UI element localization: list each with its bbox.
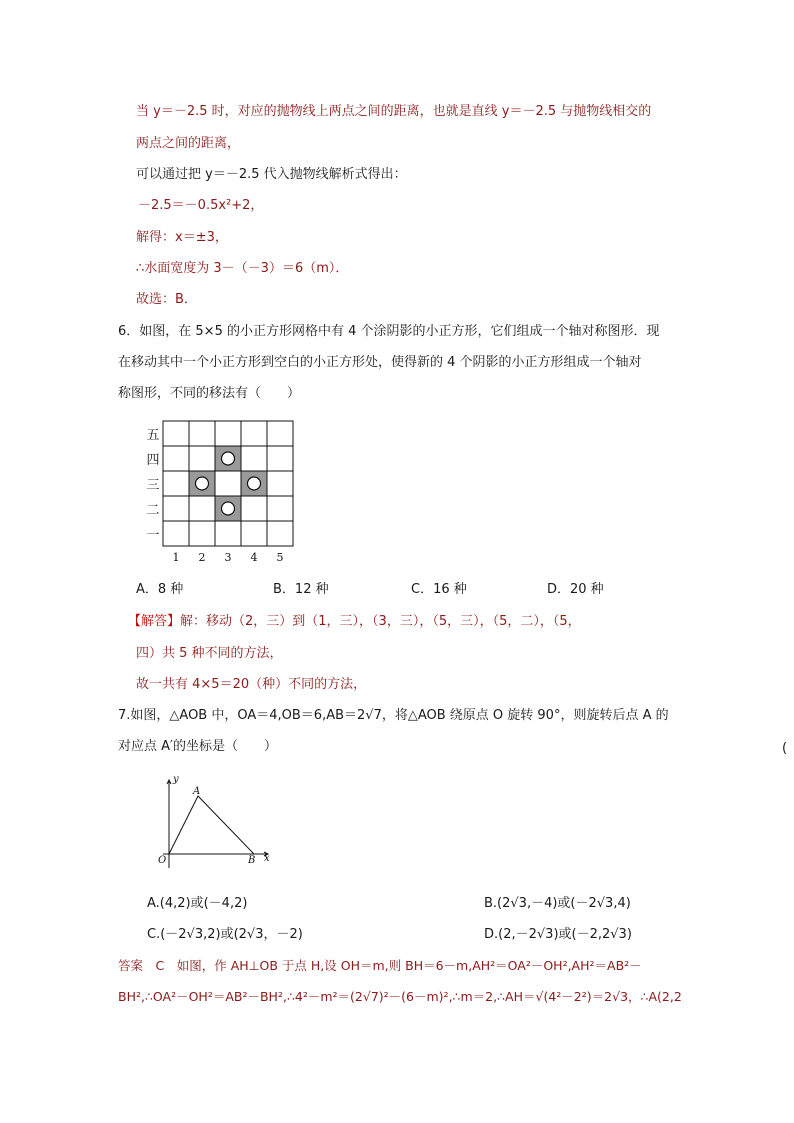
grid-lines: [163, 421, 293, 546]
col-label: 2: [198, 551, 206, 564]
prev-solution-line-1: 当 y＝－2.5 时，对应的抛物线上两点之间的距离，也就是直线 y＝－2.5 与抛物线相交的: [136, 104, 652, 119]
circle-marker: [248, 477, 261, 490]
prev-solution-line-3: 可以通过把 y＝－2.5 代入抛物线解析式得出：: [136, 167, 407, 182]
triangle-figure: [150, 772, 290, 872]
q6-option-d: D．20 种: [547, 582, 604, 597]
triangle-aob: [169, 796, 254, 854]
answer-tag: 【解答】: [128, 614, 181, 629]
point-label-o: O: [158, 855, 167, 866]
row-label: 五: [146, 428, 160, 443]
q7-stem-line-2: 对应点 A′的坐标是（ ）: [118, 739, 277, 754]
margin-mark: (: [782, 741, 788, 756]
col-label: 5: [276, 551, 284, 564]
q7-answer-text: 如图，作 AH⊥OB 于点 H,设 OH＝m,则 BH＝6－m,AH²＝OA²－OH²,AH²＝AB²－: [164, 958, 642, 973]
row-label: 二: [146, 503, 160, 518]
q6-option-b: B．12 种: [273, 582, 329, 597]
q6-answer-text: 解：移动（2，三）到（1，三），（3，三），（5，三），（5，二），（5，: [180, 614, 581, 629]
q6-answer-line-2: 四）共 5 种不同的方法，: [136, 646, 283, 661]
q7-option-d: D.(2,－2√3)或(－2,2√3): [484, 927, 632, 942]
q7-answer-line-1: [118, 957, 642, 975]
col-label: 4: [250, 551, 258, 564]
col-label: 3: [224, 551, 232, 564]
q7-option-a: A.(4,2)或(－4,2): [147, 896, 248, 911]
point-label-a: A: [193, 786, 201, 797]
row-label: 一: [146, 528, 160, 543]
x-axis-label: x: [264, 853, 270, 864]
q6-stem-line-2: 在移动其中一个小正方形到空白的小正方形处，使得新的 4 个阴影的小正方形组成一个轴对: [118, 355, 642, 370]
grid-figure: [130, 412, 330, 572]
q7-stem-line-1: 7.如图，△AOB 中，OA＝4,OB＝6,AB＝2√7，将△AOB 绕原点 O 旋转 90°，则旋转后点 A 的: [118, 708, 669, 723]
q6-option-a: A．8 种: [136, 582, 184, 597]
row-label: 四: [146, 453, 160, 468]
row-label: 三: [146, 478, 160, 493]
prev-solution-line-5: 解得：x＝±3，: [136, 230, 228, 245]
q6-answer-line-3: 故一共有 4×5＝20（种）不同的方法，: [136, 677, 367, 692]
prev-solution-line-6: ∴水面宽度为 3－（－3）＝6（m）．: [136, 261, 349, 276]
circle-marker: [222, 502, 235, 515]
q6-stem-line-3: 称图形，不同的移法有（ ）: [118, 386, 301, 401]
y-axis-label: y: [173, 774, 179, 785]
circle-marker: [222, 452, 235, 465]
prev-solution-line-7: 故选：B．: [136, 292, 197, 307]
q7-option-b: B.(2√3,－4)或(－2√3,4): [484, 896, 631, 911]
col-label: 1: [172, 551, 180, 564]
q6-option-c: C．16 种: [411, 582, 467, 597]
q7-option-c: C.(－2√3,2)或(2√3，－2): [147, 927, 303, 942]
q6-stem-line-1: 6．如图，在 5×5 的小正方形网格中有 4 个涂阴影的小正方形，它们组成一个轴对称图形．现: [118, 324, 660, 339]
circle-marker: [196, 477, 209, 490]
q6-answer-line-1: [128, 613, 581, 631]
prev-solution-line-2: 两点之间的距离，: [136, 136, 241, 151]
prev-solution-line-4: －2.5＝－0.5x²+2，: [138, 198, 264, 213]
q7-answer-line-2: BH²,∴OA²－OH²＝AB²－BH²,∴4²－m²＝(2√7)²－(6－m)²,∴m＝2,∴AH＝√(4²－2²)＝2√3，∴A(2,2: [118, 989, 682, 1004]
point-label-b: B: [248, 855, 256, 866]
answer-tag: 答案 C: [118, 958, 165, 973]
